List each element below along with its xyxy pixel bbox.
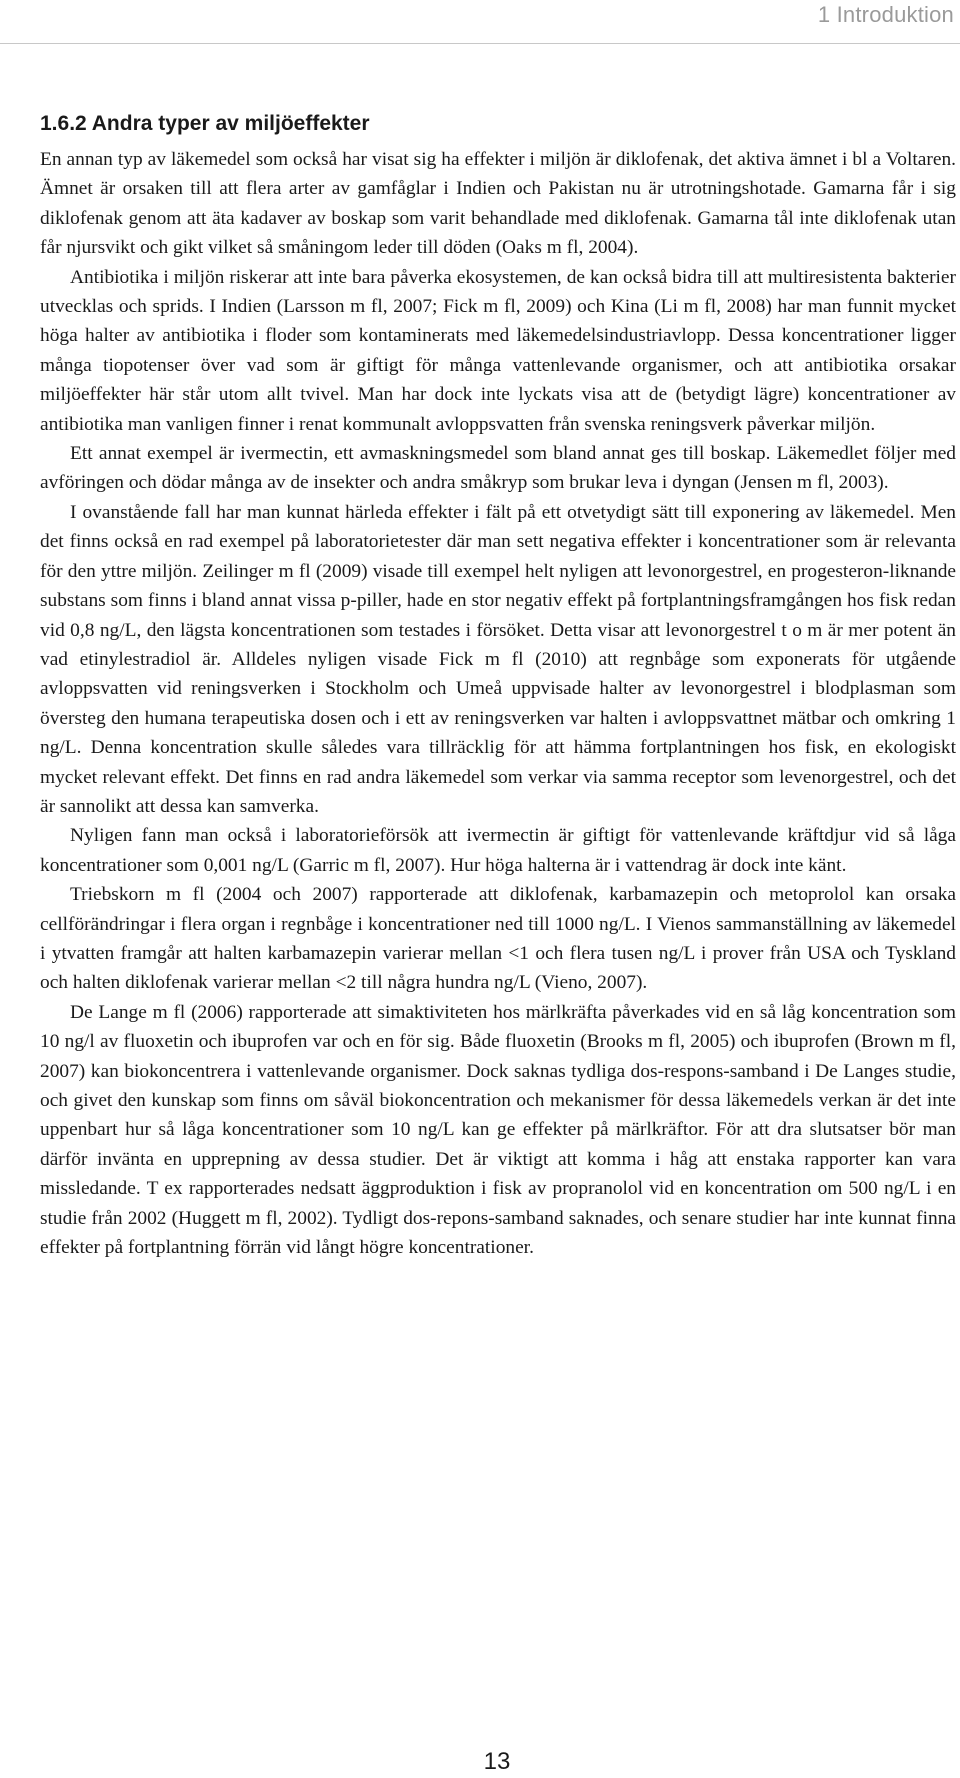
- paragraph-diklofenak: En annan typ av läkemedel som också har visat sig ha effekter i miljön är diklofenak, det aktiva ämnet i bl a Voltaren. Ämnet är orsaken till att flera arter av gamfåglar i Indien och Pakistan nu är utrotningshotade. Gamarna får i sig diklofenak genom att äta kadaver av boskap som varit behandlade med diklofenak. Gamarna tål inte diklofenak utan får njursvikt och gikt vilket så småningom leder till döden (Oaks m fl, 2004).: [40, 149, 956, 259]
- page-number: 13: [483, 1748, 511, 1775]
- header-divider: [0, 43, 960, 44]
- running-header: 1 Introduktion: [817, 2, 954, 27]
- paragraph-ivermectin: Ett annat exempel är ivermectin, ett avmaskningsmedel som bland annat ges till boskap. Läkemedlet följer med avföringen och dödar många av de insekter och andra småkryp som brukar leva i dyngan (Jensen m fl, 2003).: [40, 443, 956, 494]
- body-text: [40, 145, 956, 1262]
- paragraph-triebskorn: Triebskorn m fl (2004 och 2007) rapporterade att diklofenak, karbamazepin och metoprolol kan orsaka cellförändringar i flera organ i regnbåge i koncentrationer ned till 1000 ng/L. I Vienos sammanställning av läkemedel i ytvatten framgår att halten karbamazepin varierar mellan <1 och flera tusen ng/L i prover från USA och Tyskland och halten diklofenak varierar mellan <2 till några hundra ng/L (Vieno, 2007).: [40, 884, 956, 994]
- paragraph-antibiotika: Antibiotika i miljön riskerar att inte bara påverka ekosystemen, de kan också bidra till att multiresistenta bakterier utvecklas och sprids. I Indien (Larsson m fl, 2007; Fick m fl, 2009) och Kina (Li m fl, 2008) har man funnit mycket höga halter av antibiotika i floder som kontaminerats med läkemedelsindustriavlopp. Dessa koncentrationer ligger många tiopotenser över vad som är giftigt för många vattenlevande organismer, och att antibiotika orsakar miljöeffekter här står utom allt tvivel. Man har dock inte lyckats visa att de (betydigt lägre) koncentrationer av antibiotika man vanligen finner i renat kommunalt avloppsvatten från svenska reningsverk påverkar miljön.: [40, 266, 956, 435]
- section-heading: 1.6.2 Andra typer av miljöeffekter: [40, 112, 370, 135]
- paragraph-kraftdjur: Nyligen fann man också i laboratorieförsök att ivermectin är giftigt för vattenlevande kräftdjur vid så låga koncentrationer som 0,001 ng/L (Garric m fl, 2007). Hur höga halterna är i vattendrag är dock inte känt.: [40, 825, 956, 876]
- paragraph-de-lange: De Lange m fl (2006) rapporterade att simaktiviteten hos märlkräfta påverkades vid en så låg koncentration som 10 ng/l av fluoxetin och ibuprofen var och en för sig. Både fluoxetin (Brooks m fl, 2005) och ibuprofen (Brown m fl, 2007) kan biokoncentrera i vattenlevande organismer. Dock saknas tydliga dos-respons-samband i De Langes studie, och givet den kunskap som finns om såväl biokoncentration och mekanismer för dessa läkemedels verkan är det inte uppenbart hur så låga koncentrationer som 10 ng/L kan ge effekter på märlkräftor. För att dra slutsatser bör man därför invänta en upprepning av dessa studier. Det är viktigt att komma i håg att enstaka rapporter kan vara missledande. T ex rapporterades nedsatt äggproduktion i fisk av propranolol vid en koncentration om 500 ng/L i en studie från 2002 (Huggett m fl, 2002). Tydligt dos-repons-samband saknades, och senare studier har inte kunnat finna effekter på fortplantning förrän vid långt högre koncentrationer.: [40, 1001, 956, 1259]
- paragraph-laboratorietester: I ovanstående fall har man kunnat härleda effekter i fält på ett otvetydigt sätt till exponering av läkemedel. Men det finns också en rad exempel på laboratorietester där man sett negativa effekter i koncentrationer som är relevanta för den yttre miljön. Zeilinger m fl (2009) visade till exempel helt nyligen att levonorgestrel, en progesteron-liknande substans som finns i bland annat vissa p-piller, hade en stor negativ effekt på fortplantningsframgången hos fisk redan vid 0,8 ng/L, den lägsta koncentrationen som testades i försöket. Detta visar att levonorgestrel t o m är mer potent än vad etinylestradiol är. Alldeles nyligen visade Fick m fl (2010) att regnbåge som exponerats för utgående avloppsvatten vid reningsverken i Stockholm och Umeå uppvisade halter av levonorgestrel i blodplasman som översteg den humana terapeutiska dosen och i ett av reningsverken var halten i avloppsvattnet mätbar och omkring 1 ng/L. Denna koncentration skulle således vara tillräcklig för att hämma fortplantningen hos fisk, en ekologiskt mycket relevant effekt. Det finns en rad andra läkemedel som verkar via samma receptor som levenorgestrel, och det är sannolikt att dessa kan samverka.: [40, 501, 956, 817]
